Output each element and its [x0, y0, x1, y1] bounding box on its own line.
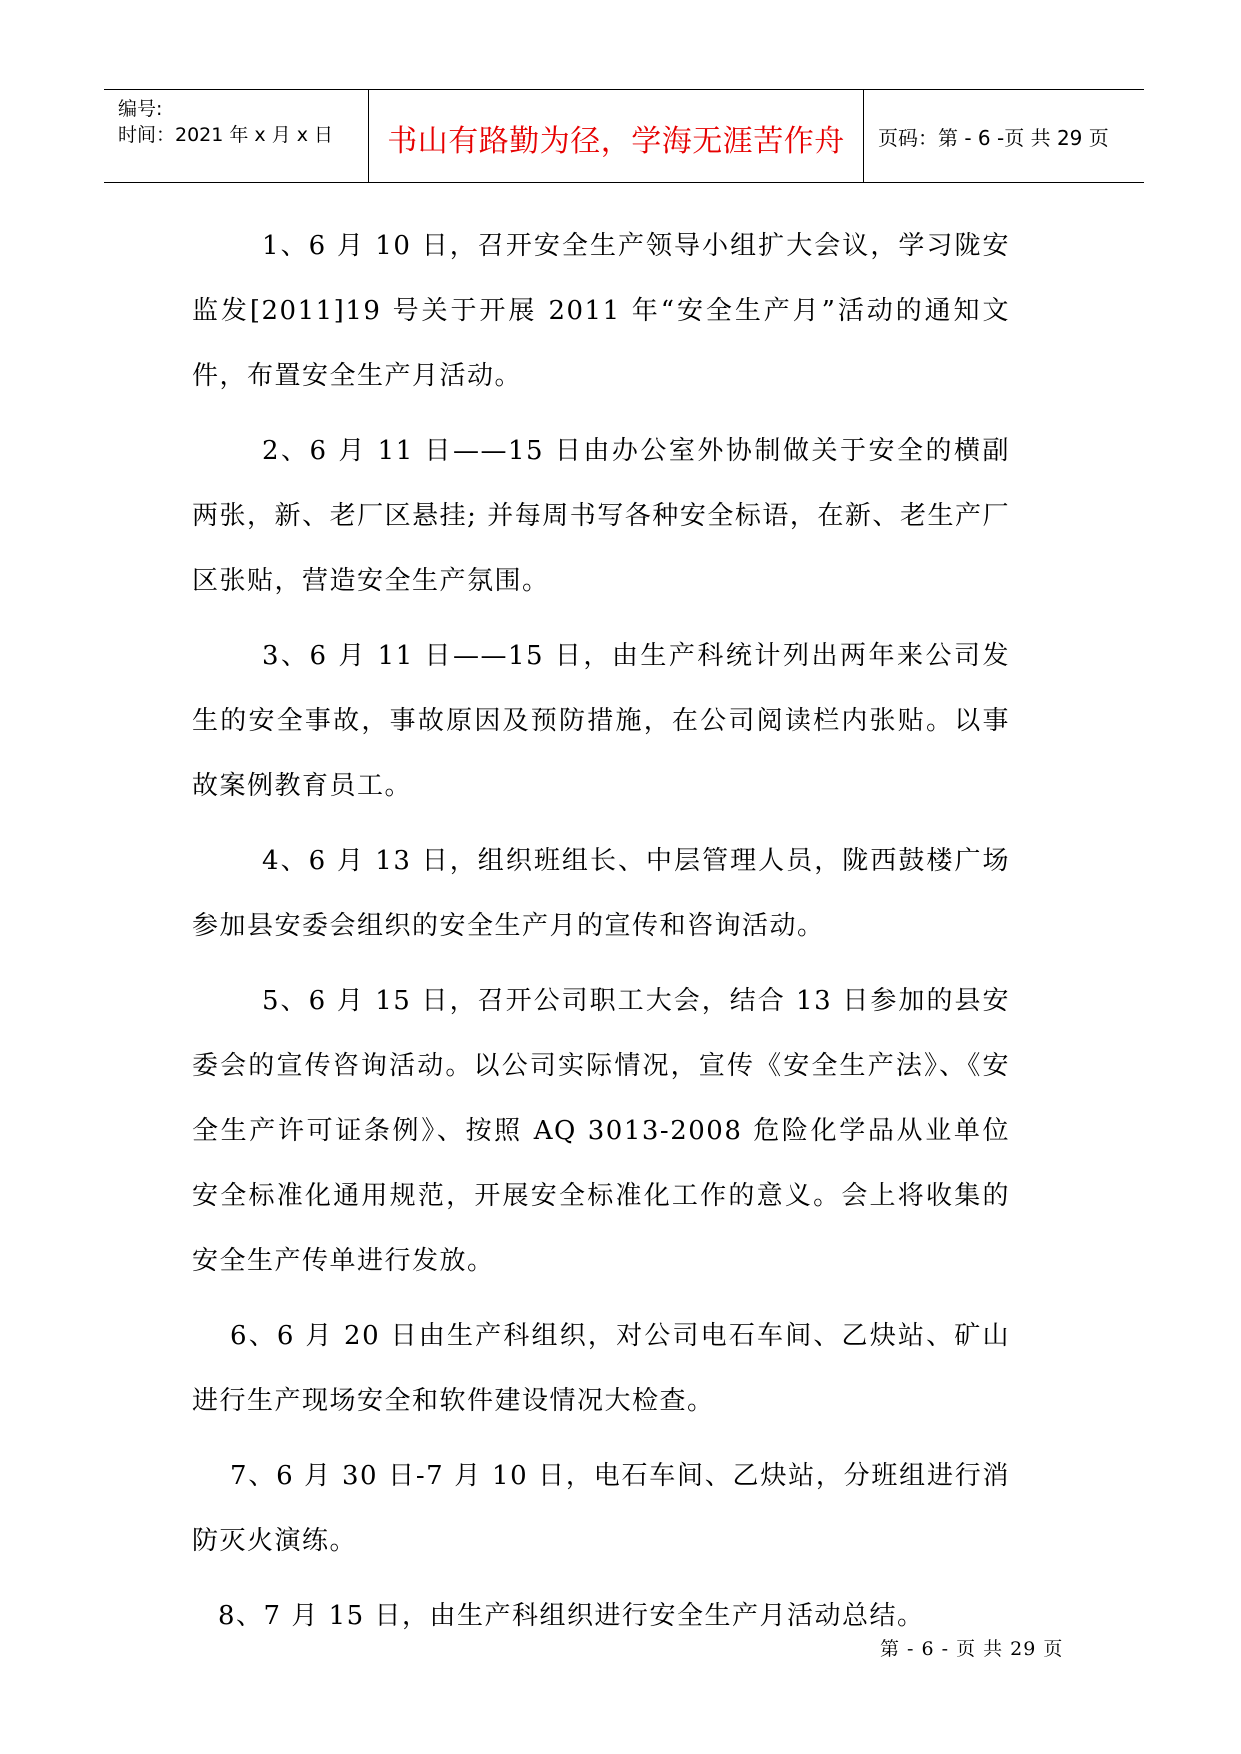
header-motto-cell	[369, 90, 864, 182]
page-footer-number: 第 - 6 - 页 共 29 页	[880, 1638, 1064, 1660]
paragraph-4: 4、6 月 13 日，组织班组长、中层管理人员，陇西鼓楼广场参加县安委会组织的安全生产月的宣传和咨询活动。	[192, 846, 1010, 941]
paragraph-1: 1、6 月 10 日，召开安全生产领导小组扩大会议，学习陇安监发[2011]19 号关于开展 2011 年“安全生产月”活动的通知文件，布置安全生产月活动。	[192, 231, 1010, 391]
paragraph-5: 5、6 月 15 日，召开公司职工大会，结合 13 日参加的县安委会的宣传咨询活动。以公司实际情况，宣传《安全生产法》、《安全生产许可证条例》、按照 AQ 3013-2008 危险化学品从业单位安全标准化通用规范，开展安全标准化工作的意义。会上将收集的安全生产传单进行发放。	[192, 986, 1010, 1276]
paragraph-2: 2、6 月 11 日——15 日由办公室外协制做关于安全的横副两张，新、老厂区悬挂; 并每周书写各种安全标语，在新、老生产厂区张贴，营造安全生产氛围。	[192, 436, 1010, 596]
page-header	[104, 89, 1144, 183]
header-page-info: 页码：第 - 6 -页 共 29 页	[878, 125, 1109, 150]
paragraph-6: 6、6 月 20 日由生产科组织，对公司电石车间、乙炔站、矿山进行生产现场安全和软件建设情况大检查。	[192, 1321, 1010, 1416]
header-motto: 书山有路勤为径，学海无涯苦作舟	[387, 124, 845, 159]
document-time-label: 时间：2021 年 x 月 x 日	[118, 124, 334, 146]
paragraph-8: 8、7 月 15 日，由生产科组织进行安全生产月活动总结。	[218, 1601, 925, 1631]
header-meta-cell	[104, 90, 369, 182]
document-body	[192, 214, 1010, 1659]
document-code-label: 编号:	[118, 98, 163, 120]
paragraph-3: 3、6 月 11 日——15 日，由生产科统计列出两年来公司发生的安全事故，事故原因及预防措施，在公司阅读栏内张贴。以事故案例教育员工。	[192, 641, 1010, 801]
header-page-cell	[864, 90, 1144, 182]
paragraph-7: 7、6 月 30 日-7 月 10 日，电石车间、乙炔站，分班组进行消防灭火演练。	[192, 1461, 1010, 1556]
